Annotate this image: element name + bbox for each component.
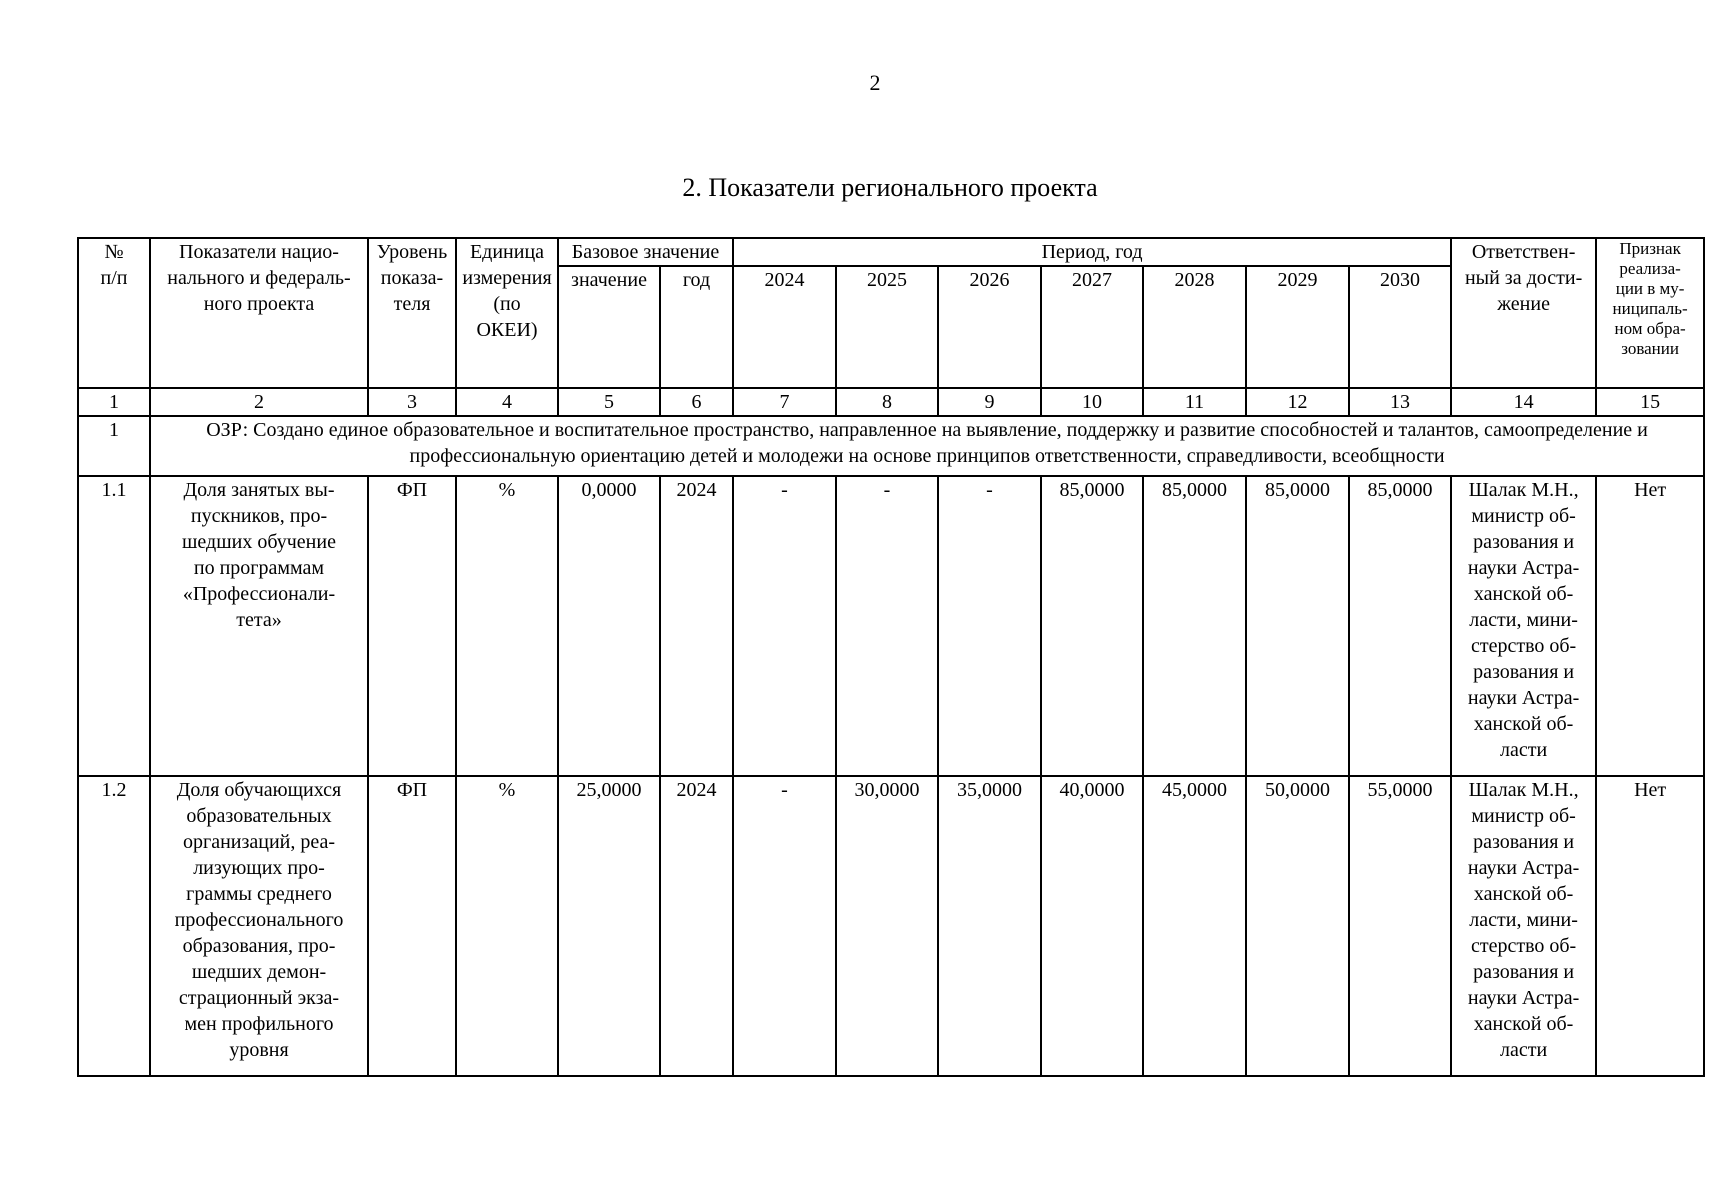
row-value: 50,0000 — [1246, 776, 1349, 1076]
header-base-group: Базовое значение — [558, 238, 733, 266]
header-year: 2024 — [733, 266, 836, 388]
header-num: № п/п — [78, 238, 150, 388]
row-num: 1.1 — [78, 476, 150, 776]
column-number: 7 — [733, 388, 836, 416]
row-value: 30,0000 — [836, 776, 938, 1076]
row-base-value: 25,0000 — [558, 776, 660, 1076]
row-value: 85,0000 — [1041, 476, 1143, 776]
header-unit: Единица измерения (по ОКЕИ) — [456, 238, 558, 388]
row-level: ФП — [368, 776, 456, 1076]
header-indicator: Показатели нацио- нального и федераль- ного проекта — [150, 238, 368, 388]
row-value: 45,0000 — [1143, 776, 1246, 1076]
row-responsible: Шалак М.Н., министр об- разования и науки Астра- ханской об- ласти, мини- стерство об- разования и науки Астра- ханской об- ласти — [1451, 776, 1596, 1076]
header-municipal: Признак реализа- ции в му- ниципаль- ном обра- зовании — [1596, 238, 1704, 388]
header-year: 2027 — [1041, 266, 1143, 388]
header-year: 2026 — [938, 266, 1041, 388]
header-period-group: Период, год — [733, 238, 1451, 266]
table-row — [78, 476, 1704, 776]
header-year: 2025 — [836, 266, 938, 388]
page-number: 2 — [869, 70, 881, 95]
section-title: 2. Показатели регионального проекта — [682, 173, 1098, 202]
column-number: 3 — [368, 388, 456, 416]
row-responsible: Шалак М.Н., министр об- разования и науки Астра- ханской об- ласти, мини- стерство об- разования и науки Астра- ханской об- ласти — [1451, 476, 1596, 776]
row-base-year: 2024 — [660, 776, 733, 1076]
column-number: 1 — [78, 388, 150, 416]
objective-text: ОЗР: Создано единое образовательное и воспитательное пространство, направленное на выявление, поддержку и развитие способностей и талантов, самоопределение и профессиональную ориентацию детей и молодежи на основе принципов ответственности, справедливости, всеобщности — [150, 416, 1704, 476]
header-year: 2028 — [1143, 266, 1246, 388]
row-num: 1.2 — [78, 776, 150, 1076]
row-municipal: Нет — [1596, 776, 1704, 1076]
table-row — [78, 776, 1704, 1076]
row-value: 40,0000 — [1041, 776, 1143, 1076]
row-base-value: 0,0000 — [558, 476, 660, 776]
header-base-value: значение — [558, 266, 660, 388]
row-value: - — [733, 776, 836, 1076]
column-number: 2 — [150, 388, 368, 416]
row-base-year: 2024 — [660, 476, 733, 776]
column-number: 9 — [938, 388, 1041, 416]
row-value: 85,0000 — [1349, 476, 1451, 776]
column-number: 8 — [836, 388, 938, 416]
row-indicator: Доля обучающихся образовательных организаций, реа- лизующих про- граммы среднего профессионального образования, про- шедших демон- страционный экза- мен профильного уровня — [150, 776, 368, 1076]
column-number: 5 — [558, 388, 660, 416]
column-number: 6 — [660, 388, 733, 416]
header-year: 2029 — [1246, 266, 1349, 388]
row-value: - — [733, 476, 836, 776]
objective-num: 1 — [78, 416, 150, 476]
column-number: 15 — [1596, 388, 1704, 416]
header-year: 2030 — [1349, 266, 1451, 388]
header-base-year: год — [660, 266, 733, 388]
row-unit: % — [456, 476, 558, 776]
row-value: 35,0000 — [938, 776, 1041, 1076]
column-number: 10 — [1041, 388, 1143, 416]
column-number-row — [78, 388, 1704, 416]
row-unit: % — [456, 776, 558, 1076]
row-value: 85,0000 — [1143, 476, 1246, 776]
column-number: 4 — [456, 388, 558, 416]
column-number: 13 — [1349, 388, 1451, 416]
row-level: ФП — [368, 476, 456, 776]
column-number: 11 — [1143, 388, 1246, 416]
header-level: Уровень показа- теля — [368, 238, 456, 388]
row-value: - — [938, 476, 1041, 776]
row-value: 55,0000 — [1349, 776, 1451, 1076]
row-value: 85,0000 — [1246, 476, 1349, 776]
row-municipal: Нет — [1596, 476, 1704, 776]
objective-row — [78, 416, 1704, 476]
row-value: - — [836, 476, 938, 776]
header-row-1 — [78, 238, 1704, 266]
column-number: 12 — [1246, 388, 1349, 416]
row-indicator: Доля занятых вы- пускников, про- шедших обучение по программам «Профессионали- тета» — [150, 476, 368, 776]
column-number: 14 — [1451, 388, 1596, 416]
indicators-table — [77, 237, 1705, 1077]
header-responsible: Ответствен- ный за дости- жение — [1451, 238, 1596, 388]
